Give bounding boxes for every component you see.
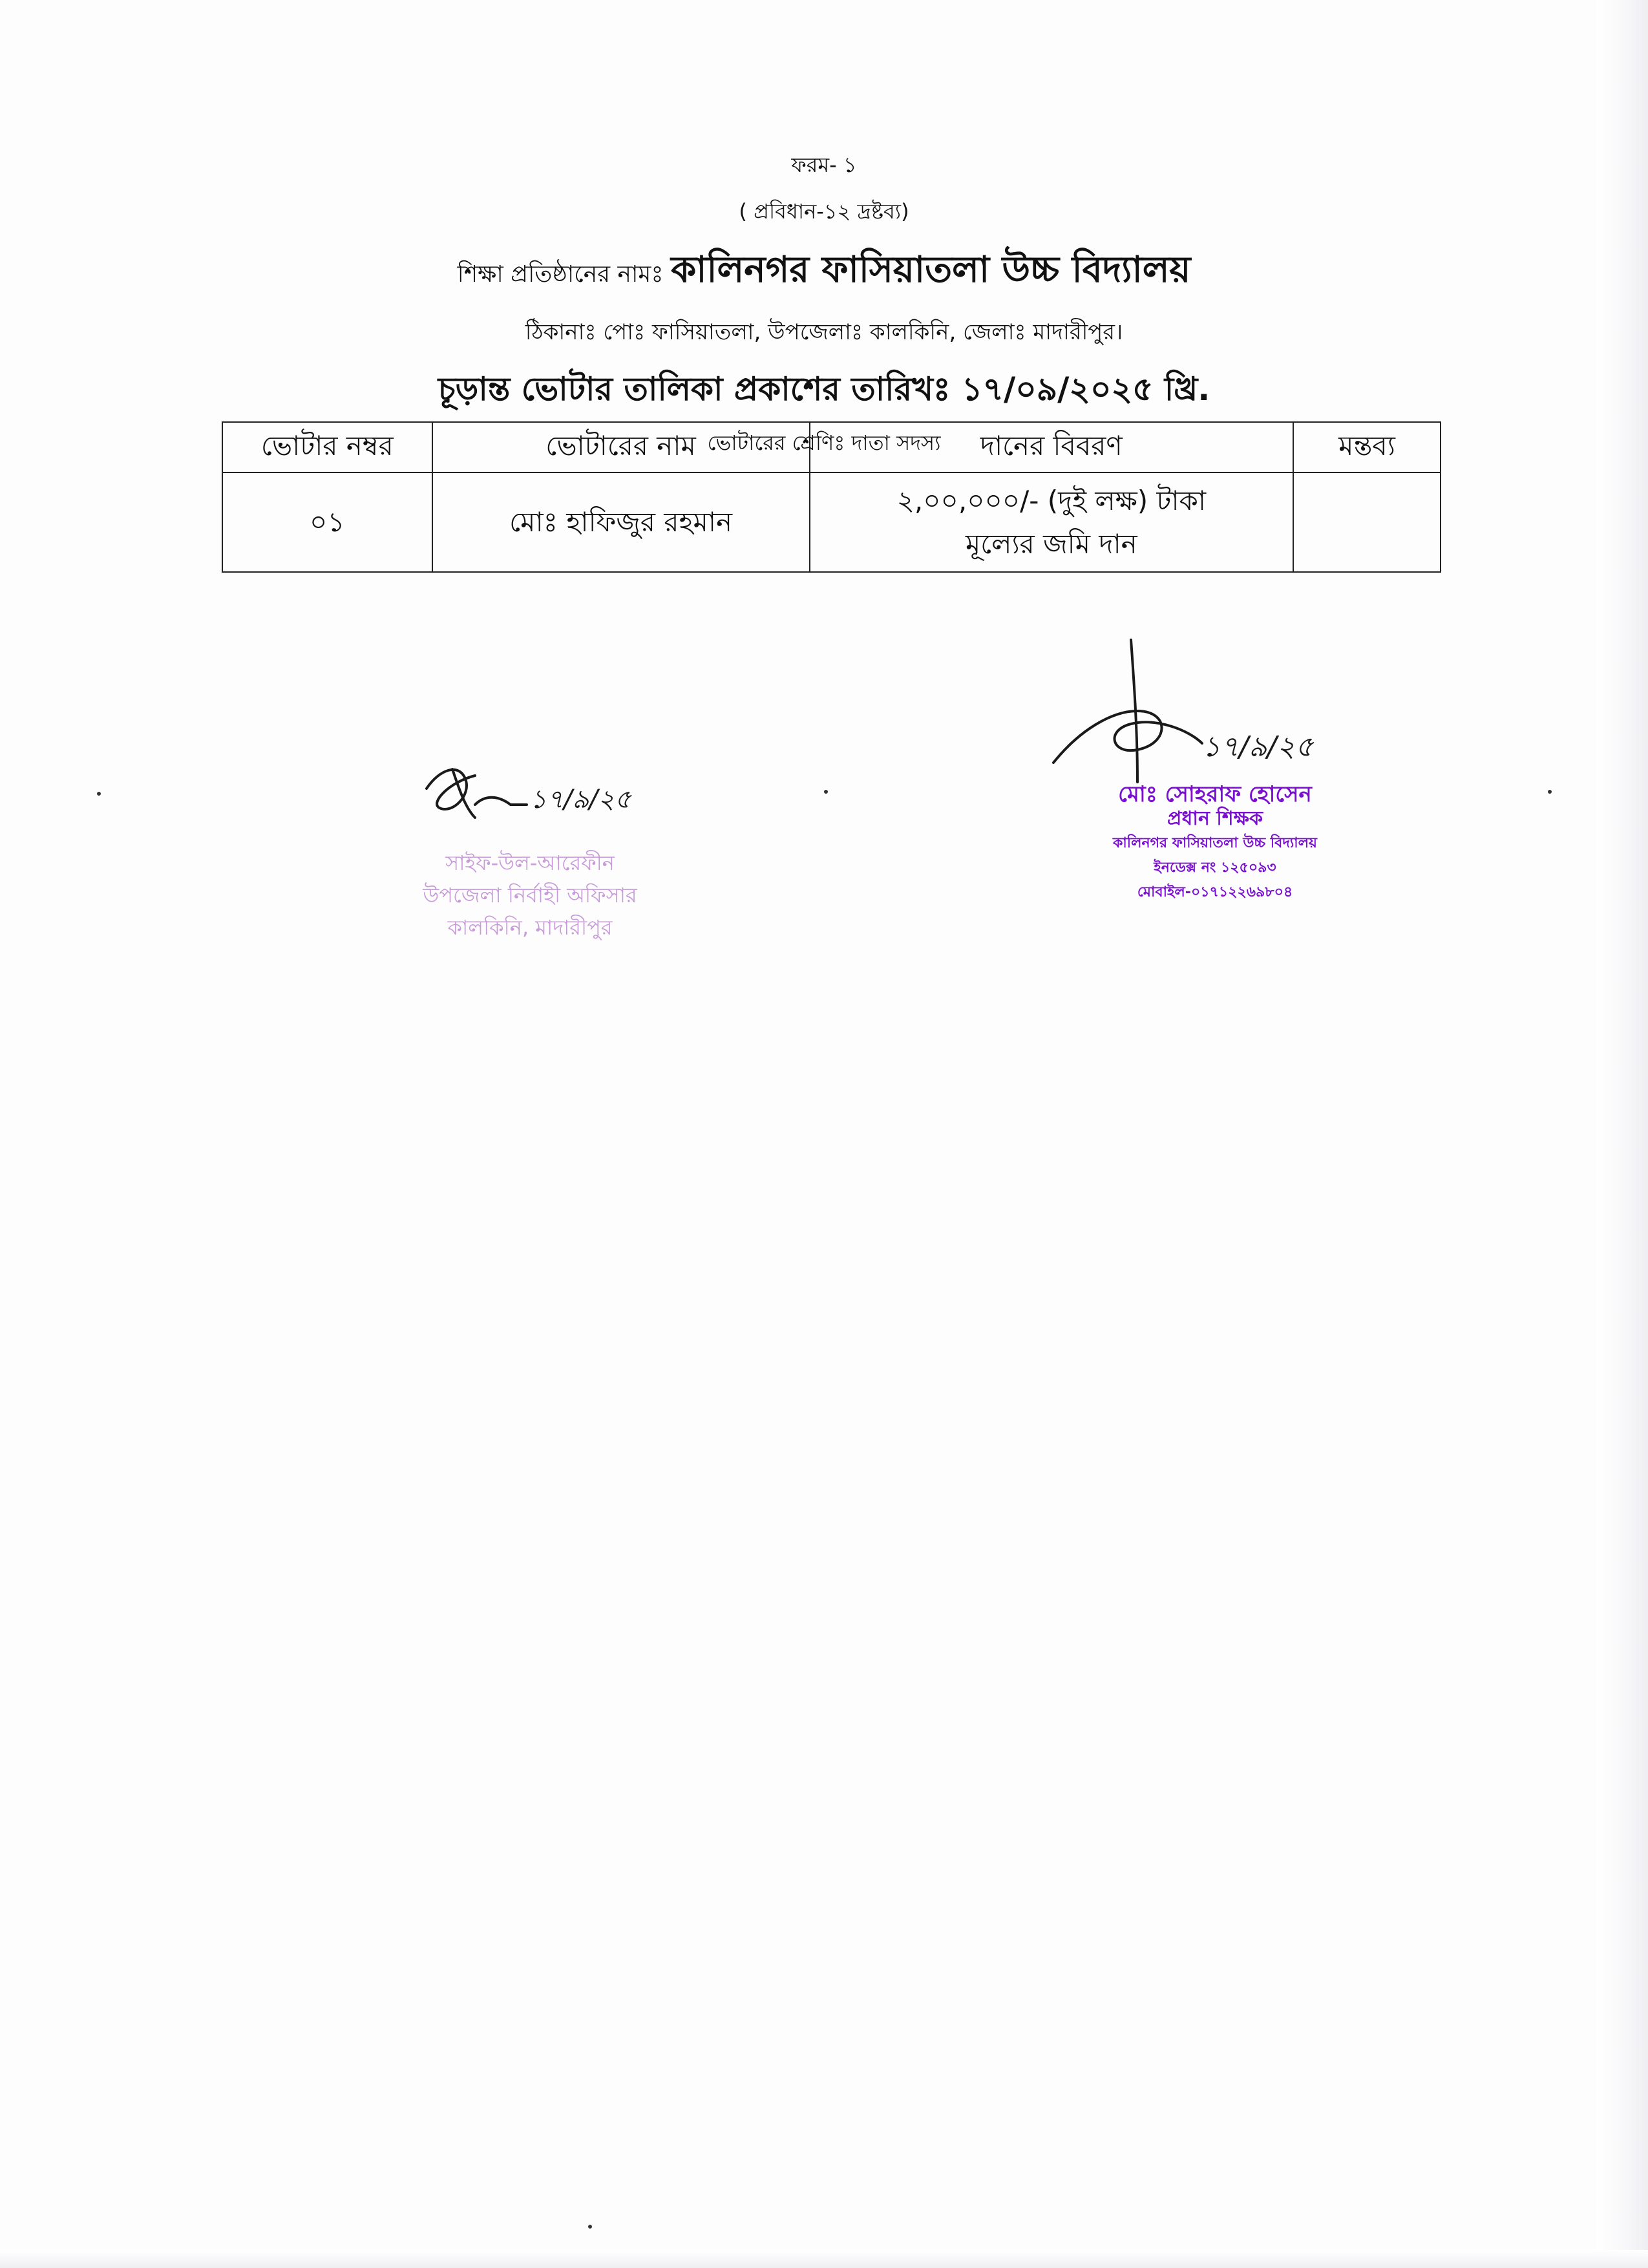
table-row (222, 472, 1441, 572)
right-seal-designation: প্রধান শিক্ষক (1167, 807, 1263, 830)
cell-voter-number: ০১ (222, 472, 432, 572)
right-signature-date: ১৭/৯/২৫ (1202, 730, 1314, 763)
left-signature (414, 743, 692, 840)
institution-address: ঠিকানাঃ পোঃ ফাসিয়াতলা, উপজেলাঃ কালকিনি, জেলাঃ মাদারীপুর। (525, 319, 1123, 345)
final-list-date: চূড়ান্ত ভোটার তালিকা প্রকাশের তারিখঃ ১৭/০৯/২০২৫ খ্রি. (438, 370, 1210, 408)
institution-line (0, 242, 1648, 302)
column-header-donation-details: দানের বিবরণ (810, 422, 1294, 472)
right-seal-institution: কালিনগর ফাসিয়াতলা উচ্চ বিদ্যালয় (1113, 835, 1317, 851)
right-official-seal (1047, 782, 1383, 905)
right-seal-mobile: মোবাইল-০১৭১২২৬৯৮০৪ (1137, 884, 1293, 900)
column-header-voter-number: ভোটার নম্বর (222, 422, 432, 472)
voter-table (222, 421, 1441, 573)
scan-speck (97, 792, 101, 796)
left-seal-name: সাইফ-উল-আরেফীন (445, 851, 615, 875)
document-header (0, 149, 1648, 461)
scan-speck (824, 790, 828, 794)
scan-speck (1548, 790, 1552, 794)
right-signature (1041, 633, 1377, 801)
institution-label: শিক্ষা প্রতিষ্ঠানের নামঃ (457, 261, 664, 288)
cell-donation-details (810, 472, 1294, 572)
cell-remarks (1293, 472, 1441, 572)
institution-name: কালিনগর ফাসিয়াতলা উচ্চ বিদ্যালয় (671, 249, 1191, 291)
right-seal-name: মোঃ সোহরাফ হোসেন (1118, 781, 1312, 807)
donation-type: মূল্যের জমি দান (965, 528, 1137, 560)
left-official-seal (362, 847, 698, 944)
donation-amount: ২,০০,০০০/- (দুই লক্ষ) টাকা (896, 484, 1207, 516)
rule-reference: ( প্রবিধান-১২ দ্রষ্টব্য) (739, 199, 909, 224)
right-seal-index: ইনডেক্স নং ১২৫০৯৩ (1154, 860, 1276, 876)
cell-voter-name: মোঃ হাফিজুর রহমান (432, 472, 810, 572)
left-seal-location: কালকিনি, মাদারীপুর (447, 915, 613, 940)
column-header-voter-name: ভোটারের নাম (432, 422, 810, 472)
scan-speck (588, 2225, 592, 2229)
left-seal-designation: উপজেলা নির্বাহী অফিসার (423, 883, 637, 907)
column-header-remarks: মন্তব্য (1293, 422, 1441, 472)
table-header-row (222, 422, 1441, 472)
scan-edge-shadow-bottom (0, 2250, 1648, 2268)
form-number: ফরম- ১ (791, 153, 857, 177)
voter-category: ভোটারের শ্রেণিঃ দাতা সদস্য (707, 430, 941, 455)
left-signature-date: ১৭/৯/২৫ (530, 785, 631, 814)
